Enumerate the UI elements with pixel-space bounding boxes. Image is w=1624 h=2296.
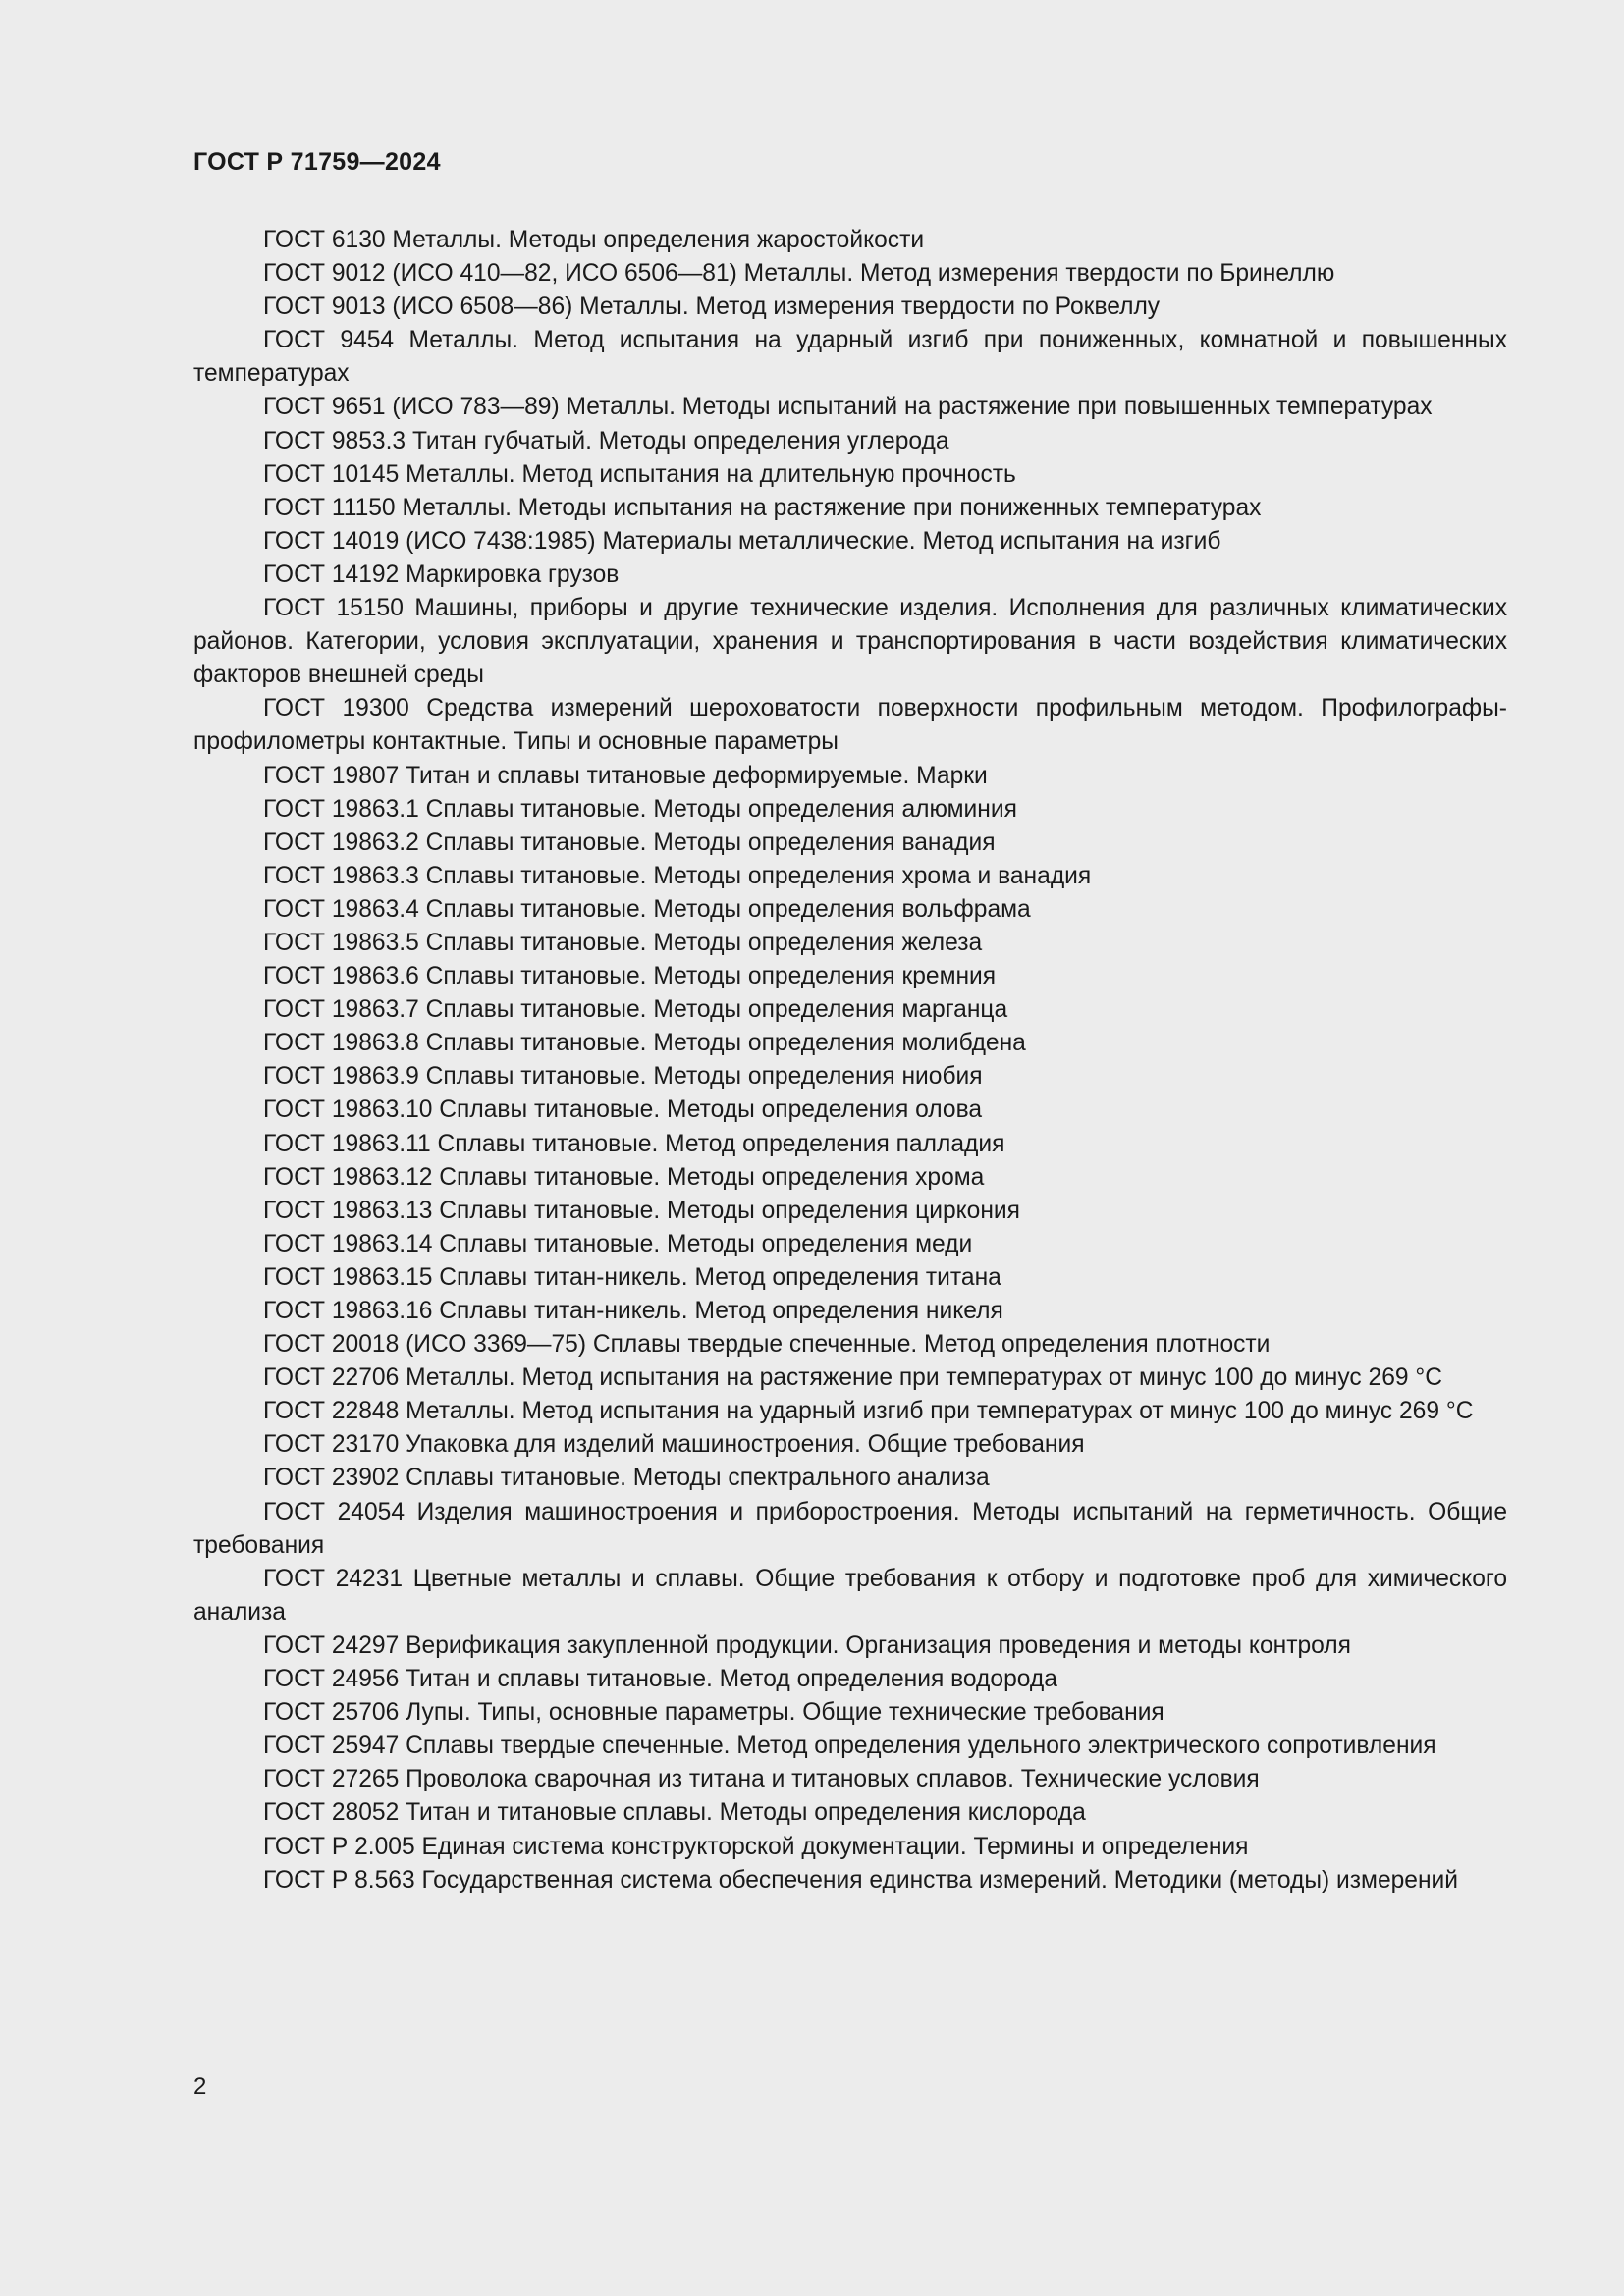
reference-code: ГОСТ 19863.16 — [263, 1298, 433, 1324]
reference-item — [193, 1696, 1507, 1730]
reference-item — [193, 559, 1507, 592]
reference-item — [193, 860, 1507, 893]
reference-title: (ИСО 7438:1985) Материалы металлические. Метод испытания на изгиб — [406, 527, 1221, 555]
reference-item — [193, 525, 1507, 559]
reference-title: Сплавы титановые. Методы определения алюминия — [425, 795, 1017, 823]
reference-title: Титан и сплавы титановые деформируемые. Марки — [406, 762, 988, 789]
reference-item — [193, 993, 1507, 1027]
reference-code: ГОСТ 19863.9 — [263, 1063, 419, 1091]
reference-title: Проволока сварочная из титана и титановых сплавов. Технические условия — [406, 1766, 1260, 1793]
reference-item — [193, 391, 1507, 424]
reference-code: ГОСТ Р 2.005 — [263, 1833, 415, 1860]
reference-item — [193, 1362, 1507, 1395]
reference-item — [193, 1094, 1507, 1127]
reference-title: Государственная система обеспечения единства измерений. Методики (методы) измерений — [421, 1866, 1459, 1894]
reference-code: ГОСТ 19863.14 — [263, 1230, 433, 1257]
reference-item — [193, 827, 1507, 860]
reference-item — [193, 960, 1507, 993]
reference-code: ГОСТ 9454 — [263, 327, 395, 354]
reference-item — [193, 458, 1507, 492]
document-header-code: ГОСТ Р 71759—2024 — [193, 148, 441, 176]
reference-item — [193, 1796, 1507, 1830]
reference-title: Сплавы титан-никель. Метод определения титана — [439, 1263, 1001, 1291]
reference-title: Сплавы твердые спеченные. Метод определения удельного электрического сопротивления — [406, 1733, 1436, 1760]
reference-item — [193, 1864, 1507, 1897]
reference-item — [193, 1428, 1507, 1462]
reference-code: ГОСТ 19863.4 — [263, 895, 419, 923]
reference-title: (ИСО 783—89) Металлы. Методы испытаний на растяжение при повышенных температурах — [392, 394, 1433, 421]
reference-title: Сплавы титановые. Методы определения меди — [439, 1230, 973, 1257]
reference-title: Титан и титановые сплавы. Методы определения кислорода — [406, 1799, 1086, 1827]
reference-title: Изделия машиностроения и приборостроения. Методы испытаний на герметичность. Общие требования — [193, 1498, 1507, 1559]
reference-code: ГОСТ 22848 — [263, 1398, 400, 1425]
reference-item — [193, 1261, 1507, 1295]
reference-code: ГОСТ 9012 — [263, 260, 386, 288]
reference-title: Сплавы титановые. Методы определения циркония — [439, 1197, 1020, 1224]
reference-code: ГОСТ 15150 — [263, 595, 404, 622]
reference-code: ГОСТ 10145 — [263, 460, 400, 488]
reference-item — [193, 1395, 1507, 1428]
reference-code: ГОСТ 19863.5 — [263, 929, 419, 956]
reference-item — [193, 1629, 1507, 1663]
reference-item — [193, 224, 1507, 257]
reference-title: Средства измерений шероховатости поверхности профильным методом. Профилографы-профилометры контактные. Типы и основные параметры — [193, 695, 1507, 756]
reference-code: ГОСТ 14192 — [263, 561, 400, 588]
reference-title: Сплавы титановые. Методы определения ванадия — [425, 828, 996, 856]
reference-title: Металлы. Методы испытания на растяжение при пониженных температурах — [402, 494, 1262, 521]
reference-title: Металлы. Метод испытания на ударный изгиб при пониженных, комнатной и повышенных температурах — [193, 327, 1507, 388]
reference-item — [193, 927, 1507, 960]
reference-title: Сплавы титановые. Методы определения хрома — [439, 1163, 985, 1191]
reference-code: ГОСТ 19300 — [263, 695, 409, 722]
reference-code: ГОСТ 23170 — [263, 1431, 400, 1459]
reference-title: (ИСО 6508—86) Металлы. Метод измерения твердости по Роквеллу — [392, 294, 1161, 321]
reference-code: ГОСТ 19863.15 — [263, 1263, 433, 1291]
reference-code: ГОСТ 24054 — [263, 1498, 406, 1525]
reference-title: Металлы. Метод испытания на растяжение при температурах от минус 100 до минус 269 °С — [406, 1364, 1443, 1392]
reference-code: ГОСТ 19863.1 — [263, 795, 419, 823]
reference-item — [193, 257, 1507, 291]
reference-title: Маркировка грузов — [406, 561, 620, 588]
reference-item — [193, 1831, 1507, 1864]
reference-title: Единая система конструкторской документации. Термины и определения — [421, 1833, 1249, 1860]
reference-code: ГОСТ 11150 — [263, 494, 396, 521]
reference-title: Сплавы титановые. Методы определения марганца — [425, 996, 1008, 1024]
reference-item — [193, 291, 1507, 324]
reference-item — [193, 893, 1507, 927]
reference-title: Сплавы титановые. Методы определения хрома и ванадия — [425, 862, 1092, 889]
reference-title: (ИСО 3369—75) Сплавы твердые спеченные. Метод определения плотности — [406, 1331, 1271, 1359]
reference-code: ГОСТ 19863.10 — [263, 1096, 433, 1124]
reference-code: ГОСТ 19863.7 — [263, 996, 419, 1024]
reference-code: ГОСТ 25947 — [263, 1733, 400, 1760]
reference-title: Машины, приборы и другие технические изделия. Исполнения для различных климатических районов. Категории, условия эксплуатации, хранения и транспортирования в части воздействия климатических факторов внешней среды — [193, 595, 1507, 689]
reference-title: Сплавы титан-никель. Метод определения никеля — [439, 1298, 1003, 1324]
reference-title: Сплавы титановые. Методы определения ниобия — [425, 1063, 983, 1091]
reference-code: ГОСТ 20018 — [263, 1331, 400, 1359]
reference-title: Сплавы титановые. Методы спектрального анализа — [406, 1465, 990, 1492]
reference-code: ГОСТ 14019 — [263, 527, 400, 555]
reference-item — [193, 793, 1507, 827]
reference-title: Сплавы титановые. Метод определения палладия — [437, 1130, 1005, 1157]
reference-title: Титан и сплавы титановые. Метод определения водорода — [406, 1666, 1057, 1693]
reference-code: ГОСТ 24231 — [263, 1565, 404, 1592]
reference-item — [193, 1563, 1507, 1629]
reference-code: ГОСТ 6130 — [263, 227, 386, 253]
reference-code: ГОСТ Р 8.563 — [263, 1866, 415, 1894]
reference-item — [193, 760, 1507, 793]
reference-title: Цветные металлы и сплавы. Общие требования к отбору и подготовке проб для химического анализа — [193, 1565, 1508, 1626]
reference-item — [193, 1161, 1507, 1195]
reference-title: Лупы. Типы, основные параметры. Общие технические требования — [406, 1699, 1164, 1727]
reference-item — [193, 492, 1507, 525]
reference-title: Сплавы титановые. Методы определения вольфрама — [425, 895, 1031, 923]
reference-item — [193, 1228, 1507, 1261]
reference-code: ГОСТ 19863.13 — [263, 1197, 433, 1224]
normative-references-list — [193, 224, 1507, 1897]
reference-item — [193, 1496, 1507, 1563]
reference-item — [193, 692, 1507, 759]
page-number: 2 — [193, 2073, 207, 2100]
reference-code: ГОСТ 9013 — [263, 294, 386, 321]
reference-title: Титан губчатый. Методы определения углерода — [411, 427, 949, 454]
reference-code: ГОСТ 19863.11 — [263, 1130, 431, 1157]
reference-code: ГОСТ 19863.6 — [263, 963, 419, 990]
reference-code: ГОСТ 19863.2 — [263, 828, 419, 856]
reference-item — [193, 1195, 1507, 1228]
reference-item — [193, 1663, 1507, 1696]
reference-item — [193, 425, 1507, 458]
reference-title: Сплавы титановые. Методы определения кремния — [425, 963, 997, 990]
reference-title: Сплавы титановые. Методы определения железа — [425, 929, 983, 956]
reference-item — [193, 1128, 1507, 1161]
reference-code: ГОСТ 19863.8 — [263, 1030, 419, 1057]
reference-title: Сплавы титановые. Методы определения молибдена — [425, 1030, 1026, 1057]
reference-title: Сплавы титановые. Методы определения олова — [439, 1096, 983, 1124]
reference-code: ГОСТ 23902 — [263, 1465, 400, 1492]
reference-item — [193, 1730, 1507, 1763]
reference-code: ГОСТ 27265 — [263, 1766, 400, 1793]
reference-code: ГОСТ 19807 — [263, 762, 400, 789]
reference-item — [193, 1060, 1507, 1094]
reference-code: ГОСТ 9651 — [263, 394, 386, 421]
reference-item — [193, 1027, 1507, 1060]
reference-item — [193, 1763, 1507, 1796]
reference-title: Упаковка для изделий машиностроения. Общие требования — [406, 1431, 1085, 1459]
reference-item — [193, 324, 1507, 391]
reference-item — [193, 1328, 1507, 1362]
reference-title: Металлы. Метод испытания на длительную прочность — [406, 460, 1016, 488]
reference-title: Металлы. Методы определения жаростойкости — [392, 227, 925, 253]
reference-title: Верификация закупленной продукции. Организация проведения и методы контроля — [406, 1631, 1351, 1659]
reference-title: Металлы. Метод испытания на ударный изгиб при температурах от минус 100 до минус 269 °С — [406, 1398, 1474, 1425]
reference-code: ГОСТ 24297 — [263, 1631, 400, 1659]
reference-code: ГОСТ 25706 — [263, 1699, 400, 1727]
reference-code: ГОСТ 9853.3 — [263, 427, 406, 454]
reference-item — [193, 1462, 1507, 1495]
reference-code: ГОСТ 19863.3 — [263, 862, 419, 889]
reference-title: (ИСО 410—82, ИСО 6506—81) Металлы. Метод измерения твердости по Бринеллю — [392, 260, 1335, 288]
reference-code: ГОСТ 28052 — [263, 1799, 400, 1827]
reference-code: ГОСТ 22706 — [263, 1364, 400, 1392]
reference-code: ГОСТ 24956 — [263, 1666, 400, 1693]
reference-item — [193, 592, 1507, 692]
reference-code: ГОСТ 19863.12 — [263, 1163, 433, 1191]
reference-item — [193, 1295, 1507, 1328]
